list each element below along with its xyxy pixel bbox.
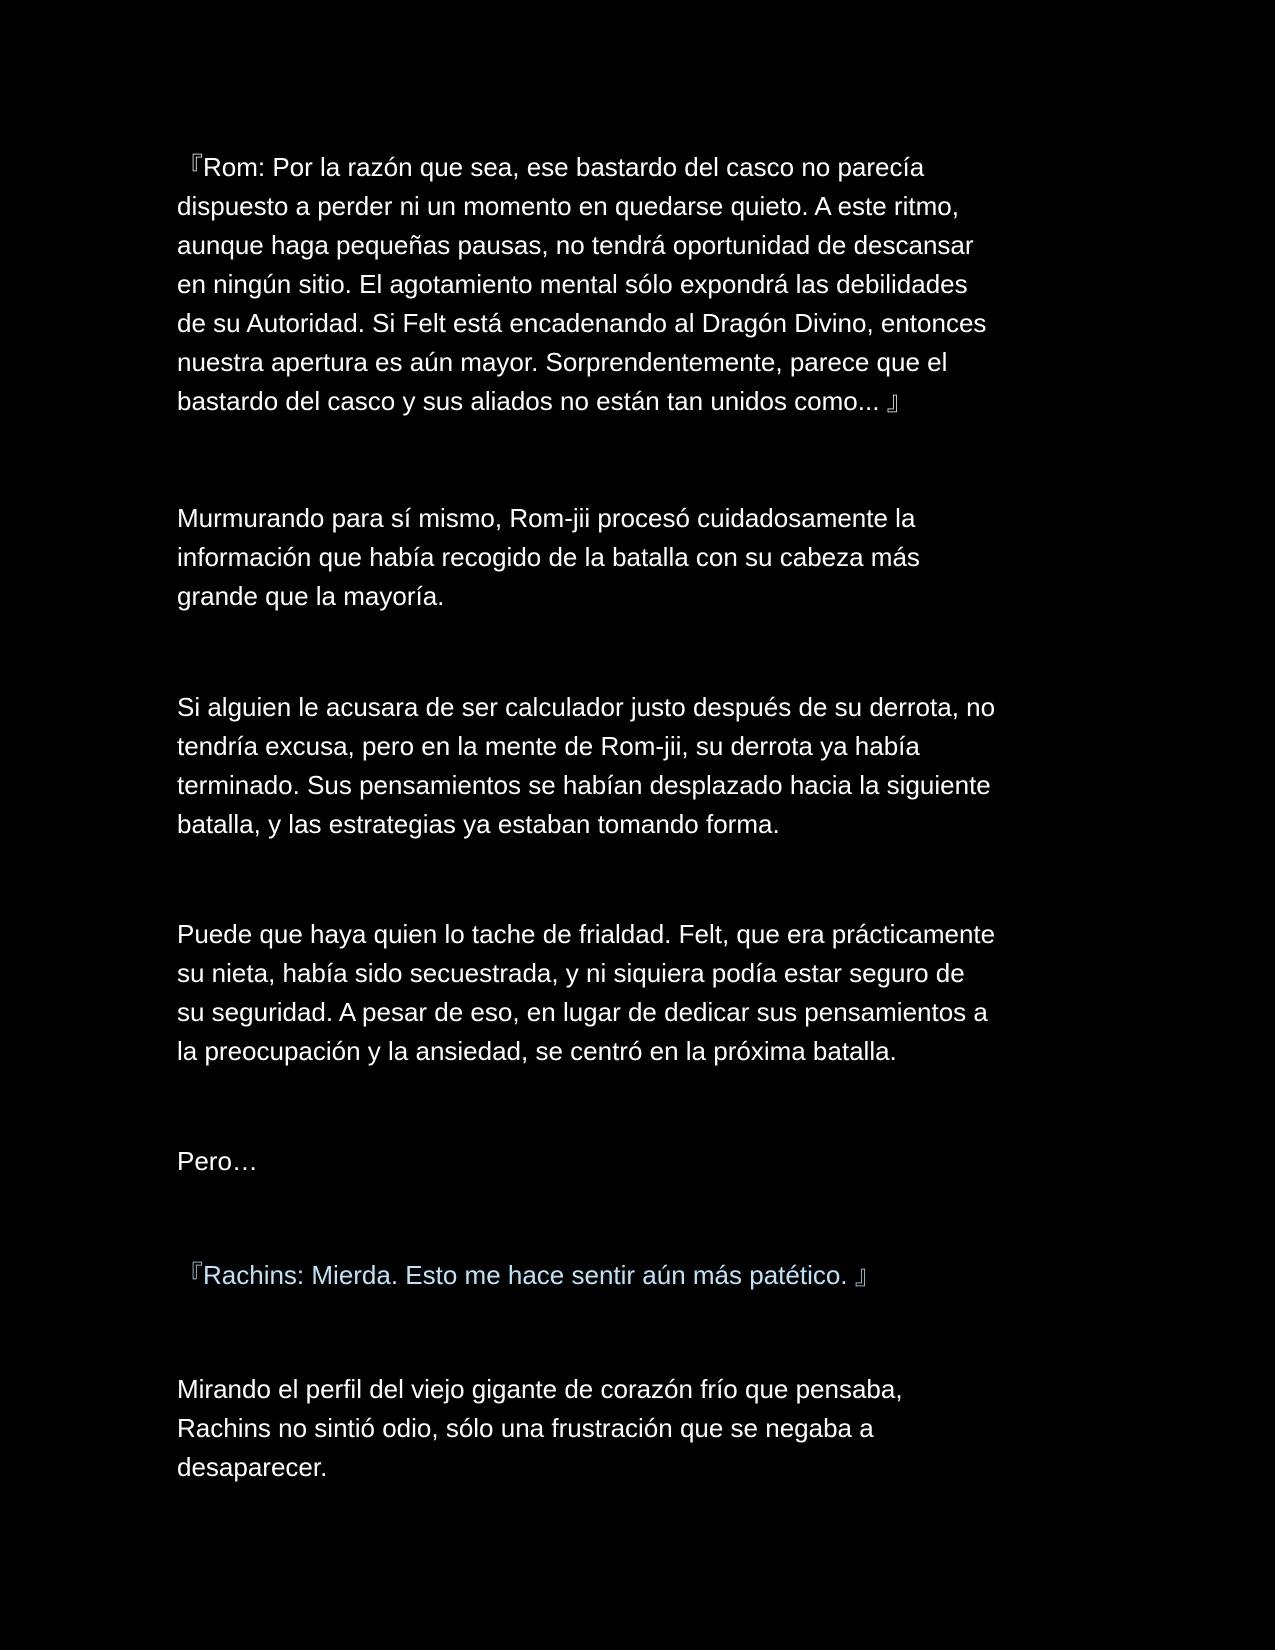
narration-paragraph-1: [177, 499, 1117, 616]
text-line: información que había recogido de la batalla con su cabeza más: [177, 542, 920, 572]
text-line: grande que la mayoría.: [177, 581, 445, 611]
text-line: dispuesto a perder ni un momento en quedarse quieto. A este ritmo,: [177, 191, 959, 221]
text-line: desaparecer.: [177, 1452, 328, 1482]
text-line: aunque haga pequeñas pausas, no tendrá oportunidad de descansar: [177, 230, 974, 260]
text-line: Rachins no sintió odio, sólo una frustración que se negaba a: [177, 1413, 874, 1443]
text-line: Si alguien le acusara de ser calculador justo después de su derrota, no: [177, 692, 996, 722]
text-line: nuestra apertura es aún mayor. Sorprendentemente, parece que el: [177, 347, 948, 377]
text-line: su seguridad. A pesar de eso, en lugar de dedicar sus pensamientos a: [177, 997, 988, 1027]
text-line: su nieta, había sido secuestrada, y ni siquiera podía estar seguro de: [177, 958, 965, 988]
text-line: Puede que haya quien lo tache de frialdad. Felt, que era prácticamente: [177, 919, 996, 949]
narration-paragraph-4: [177, 1142, 1117, 1181]
text-line: 『Rachins: Mierda. Esto me hace sentir aún más patético. 』: [177, 1260, 881, 1290]
text-line: bastardo del casco y sus aliados no están tan unidos como... 』: [177, 386, 913, 416]
narration-paragraph-5: [177, 1370, 1117, 1487]
text-line: batalla, y las estrategias ya estaban tomando forma.: [177, 809, 780, 839]
text-line: en ningún sitio. El agotamiento mental sólo expondrá las debilidades: [177, 269, 968, 299]
text-line: 『Rom: Por la razón que sea, ese bastardo del casco no parecía: [177, 152, 925, 182]
rom-dialogue: [177, 148, 1117, 421]
text-line: Murmurando para sí mismo, Rom-jii procesó cuidadosamente la: [177, 503, 916, 533]
narration-paragraph-2: [177, 688, 1117, 844]
rachins-dialogue: [177, 1256, 1117, 1295]
text-line: tendría excusa, pero en la mente de Rom-jii, su derrota ya había: [177, 731, 920, 761]
text-line: Mirando el perfil del viejo gigante de corazón frío que pensaba,: [177, 1374, 903, 1404]
text-line: Pero…: [177, 1146, 258, 1176]
text-line: de su Autoridad. Si Felt está encadenando al Dragón Divino, entonces: [177, 308, 987, 338]
text-line: la preocupación y la ansiedad, se centró en la próxima batalla.: [177, 1036, 897, 1066]
text-line: terminado. Sus pensamientos se habían desplazado hacia la siguiente: [177, 770, 991, 800]
narration-paragraph-3: [177, 915, 1117, 1071]
